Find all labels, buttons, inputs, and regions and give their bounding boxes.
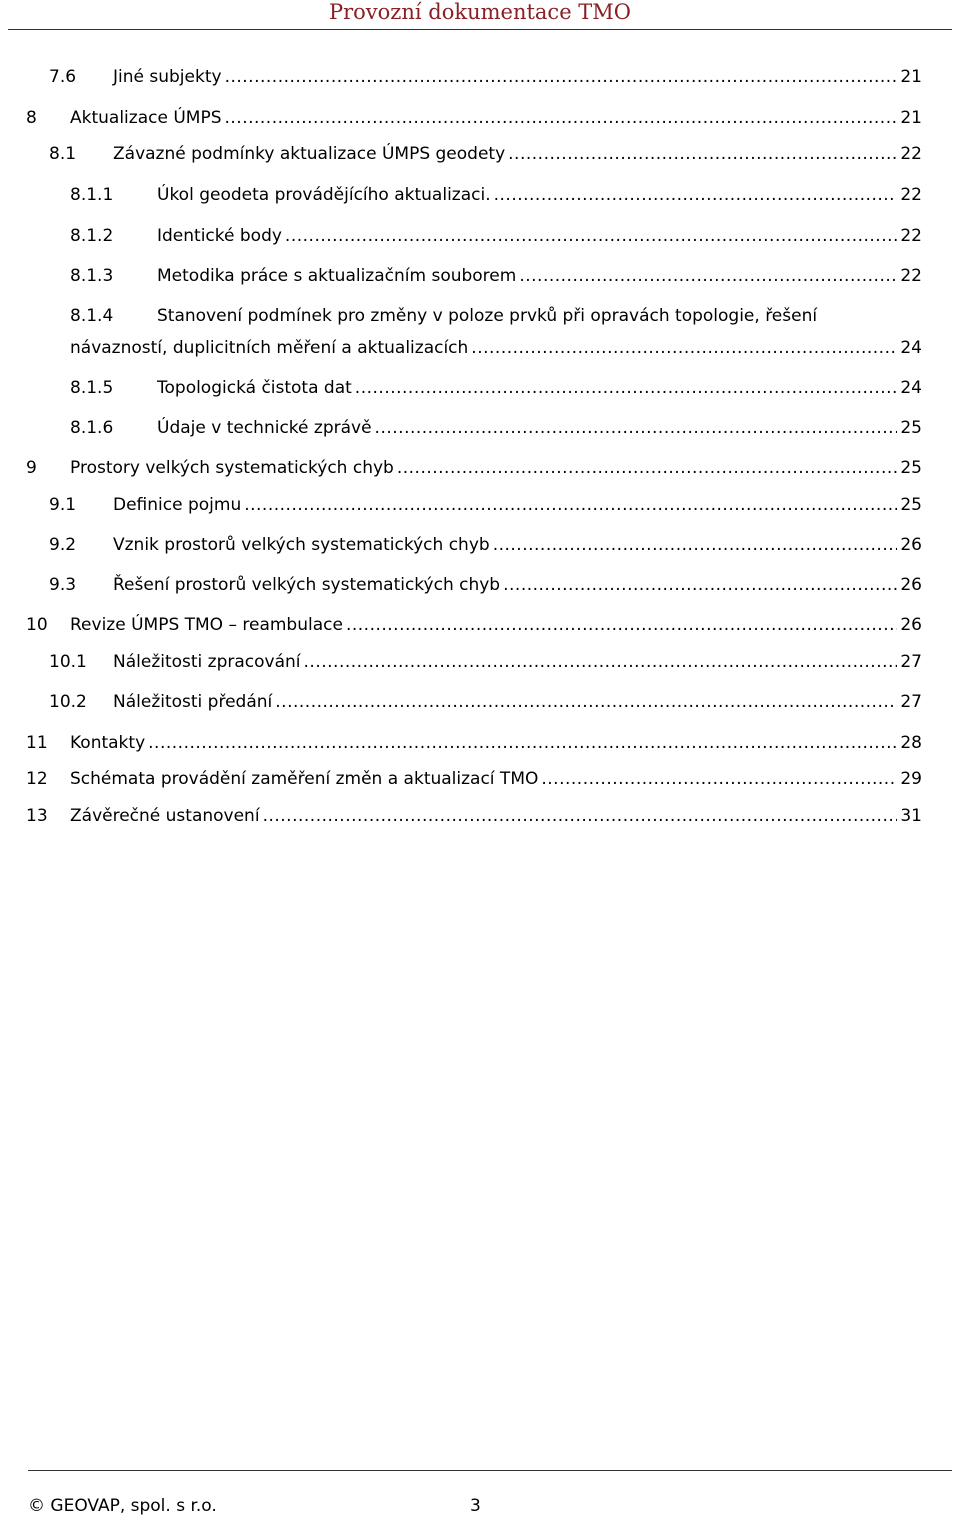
toc-page: 27 bbox=[900, 692, 922, 712]
toc-title: Schémata provádění zaměření změn a aktualizací TMO bbox=[70, 769, 539, 789]
toc-number: 8.1.5 bbox=[70, 378, 114, 398]
toc-page: 26 bbox=[900, 615, 922, 635]
toc-page: 24 bbox=[900, 378, 922, 398]
toc-leader bbox=[346, 614, 897, 636]
toc-entry-7-6[interactable] bbox=[49, 66, 922, 88]
toc-page: 21 bbox=[900, 67, 922, 87]
toc-leader bbox=[285, 225, 897, 247]
toc-page: 25 bbox=[900, 418, 922, 438]
toc-number: 10.1 bbox=[49, 652, 87, 672]
toc-leader bbox=[263, 805, 898, 827]
toc-entry-9[interactable] bbox=[26, 457, 922, 479]
toc-leader bbox=[224, 107, 897, 129]
footer-company: © GEOVAP, spol. s r.o. bbox=[28, 1496, 217, 1516]
toc-title: Závěrečné ustanovení bbox=[70, 806, 260, 826]
toc-title: Jiné subjekty bbox=[113, 67, 222, 87]
toc-entry-8-1-4-cont[interactable] bbox=[70, 337, 922, 359]
toc-title: Definice pojmu bbox=[113, 495, 242, 515]
toc-page: 22 bbox=[900, 226, 922, 246]
toc-title: Identické body bbox=[157, 226, 282, 246]
toc-page: 24 bbox=[900, 338, 922, 358]
toc-page: 22 bbox=[900, 185, 922, 205]
toc-leader bbox=[275, 691, 897, 713]
toc-title: Závazné podmínky aktualizace ÚMPS geodety bbox=[113, 144, 506, 164]
footer-divider bbox=[28, 1470, 952, 1471]
toc-number: 7.6 bbox=[49, 67, 77, 87]
toc-title: Údaje v technické zprávě bbox=[157, 418, 372, 438]
toc-leader bbox=[244, 494, 897, 516]
toc-page: 25 bbox=[900, 458, 922, 478]
toc-entry-10-2[interactable] bbox=[49, 691, 922, 713]
toc-page: 26 bbox=[900, 575, 922, 595]
toc-number: 8.1.4 bbox=[70, 306, 114, 326]
toc-number: 8.1.3 bbox=[70, 266, 114, 286]
toc-number: 9.3 bbox=[49, 575, 77, 595]
toc-number: 10.2 bbox=[49, 692, 87, 712]
toc-number: 12 bbox=[26, 769, 48, 789]
toc-leader bbox=[493, 534, 898, 556]
toc-leader bbox=[355, 377, 898, 399]
toc-title-continuation: návazností, duplicitních měření a aktualizacích bbox=[70, 338, 469, 358]
toc-number: 8.1.6 bbox=[70, 418, 114, 438]
toc-number: 13 bbox=[26, 806, 48, 826]
toc-entry-11[interactable] bbox=[26, 732, 922, 754]
toc-entry-10[interactable] bbox=[26, 614, 922, 636]
footer-page-number: 3 bbox=[470, 1496, 481, 1516]
toc-title: Náležitosti předání bbox=[113, 692, 273, 712]
toc-leader bbox=[508, 143, 897, 165]
toc-page: 29 bbox=[900, 769, 922, 789]
toc-entry-12[interactable] bbox=[26, 768, 922, 790]
header-divider bbox=[8, 29, 952, 30]
toc-number: 9 bbox=[26, 458, 37, 478]
toc-title: Úkol geodeta provádějícího aktualizaci. bbox=[157, 185, 491, 205]
toc-entry-9-2[interactable] bbox=[49, 534, 922, 556]
toc-entry-8-1-2[interactable] bbox=[70, 225, 922, 247]
toc-page: 28 bbox=[900, 733, 922, 753]
toc-number: 8.1.1 bbox=[70, 185, 114, 205]
toc-title: Topologická čistota dat bbox=[157, 378, 352, 398]
toc-title: Prostory velkých systematických chyb bbox=[70, 458, 394, 478]
toc-page: 31 bbox=[900, 806, 922, 826]
toc-title: Aktualizace ÚMPS bbox=[70, 108, 222, 128]
toc-number: 8.1.2 bbox=[70, 226, 114, 246]
toc-entry-8-1[interactable] bbox=[49, 143, 922, 165]
toc-leader bbox=[304, 651, 898, 673]
toc-leader bbox=[494, 184, 898, 206]
toc-entry-9-1[interactable] bbox=[49, 494, 922, 516]
toc-title: Metodika práce s aktualizačním souborem bbox=[157, 266, 517, 286]
toc-entry-8-1-4[interactable] bbox=[70, 305, 817, 327]
toc-title: Revize ÚMPS TMO – reambulace bbox=[70, 615, 343, 635]
toc-page: 21 bbox=[900, 108, 922, 128]
toc-page: 25 bbox=[900, 495, 922, 515]
toc-number: 8.1 bbox=[49, 144, 77, 164]
toc-number: 10 bbox=[26, 615, 48, 635]
toc-number: 9.2 bbox=[49, 535, 77, 555]
toc-title: Řešení prostorů velkých systematických chyb bbox=[113, 575, 501, 595]
toc-title: Stanovení podmínek pro změny v poloze prvků při opravách topologie, řešení bbox=[157, 306, 818, 326]
toc-title: Kontakty bbox=[70, 733, 146, 753]
toc-number: 11 bbox=[26, 733, 48, 753]
toc-leader bbox=[148, 732, 897, 754]
toc-page: 22 bbox=[900, 266, 922, 286]
toc-leader bbox=[503, 574, 897, 596]
toc-number: 9.1 bbox=[49, 495, 77, 515]
page-header: Provozní dokumentace TMO bbox=[328, 0, 632, 24]
toc-page: 22 bbox=[900, 144, 922, 164]
toc-leader bbox=[375, 417, 898, 439]
toc-entry-9-3[interactable] bbox=[49, 574, 922, 596]
toc-entry-8-1-5[interactable] bbox=[70, 377, 922, 399]
toc-entry-10-1[interactable] bbox=[49, 651, 922, 673]
toc-entry-8-1-6[interactable] bbox=[70, 417, 922, 439]
toc-title: Náležitosti zpracování bbox=[113, 652, 301, 672]
toc-page: 26 bbox=[900, 535, 922, 555]
toc-leader bbox=[397, 457, 898, 479]
toc-leader bbox=[225, 66, 898, 88]
toc-number: 8 bbox=[26, 108, 37, 128]
toc-leader bbox=[471, 337, 897, 359]
toc-entry-8-1-1[interactable] bbox=[70, 184, 922, 206]
toc-leader bbox=[519, 265, 897, 287]
toc-page: 27 bbox=[900, 652, 922, 672]
toc-entry-8[interactable] bbox=[26, 107, 922, 129]
toc-title: Vznik prostorů velkých systematických chyb bbox=[113, 535, 490, 555]
toc-entry-13[interactable] bbox=[26, 805, 922, 827]
toc-leader bbox=[541, 768, 897, 790]
toc-entry-8-1-3[interactable] bbox=[70, 265, 922, 287]
